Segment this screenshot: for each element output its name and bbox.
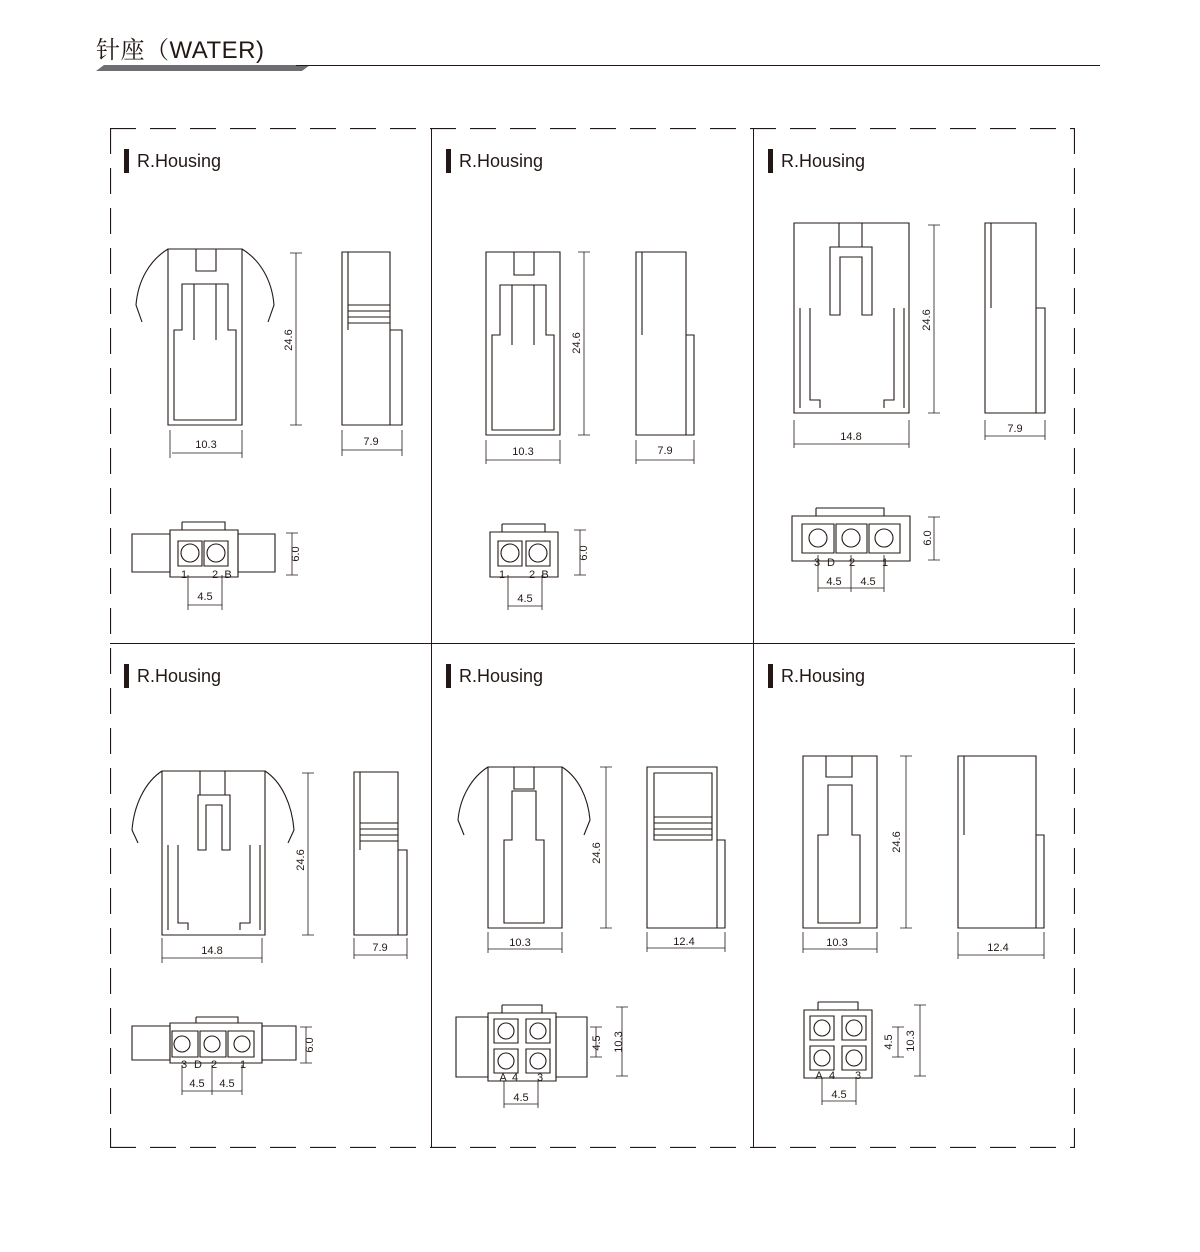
pin-label: D — [827, 557, 835, 569]
front-view — [486, 252, 560, 435]
face-view — [792, 508, 910, 561]
panel-title-text: R.Housing — [137, 665, 222, 686]
face-height-label: 10.3 — [613, 1031, 625, 1053]
pin-label: A — [815, 1070, 823, 1082]
side-width-label: 7.9 — [363, 436, 379, 448]
front-height-label: 24.6 — [591, 842, 603, 864]
dimension-lines — [162, 773, 407, 1095]
dimension-lines — [803, 756, 1044, 1105]
front-view — [458, 767, 590, 928]
housing-drawing — [754, 130, 1075, 642]
housing-panel-3 — [754, 130, 1075, 642]
front-width-label: 10.3 — [826, 937, 848, 949]
housing-panel-6 — [754, 645, 1075, 1157]
front-height-label: 24.6 — [921, 309, 933, 331]
front-view — [132, 771, 294, 935]
face-view — [132, 1017, 296, 1063]
pin-label: 2 — [211, 569, 219, 581]
pin-label: A — [499, 1072, 507, 1084]
face-pitch-vertical-label: 4.5 — [591, 1035, 603, 1051]
front-height-label: 24.6 — [283, 329, 295, 351]
side-view — [647, 767, 725, 928]
panel-title-text: R.Housing — [137, 150, 222, 171]
dimension-lines — [486, 252, 694, 610]
pin-label: 4 — [828, 1070, 836, 1082]
front-height-label: 24.6 — [295, 849, 307, 871]
pin-label: 1 — [881, 557, 889, 569]
side-view — [985, 223, 1045, 413]
pin-label: 2 — [848, 557, 856, 569]
face-height-label: 10.3 — [905, 1030, 917, 1052]
panel-title-text: R.Housing — [781, 150, 866, 171]
pin-label: 2 — [528, 569, 536, 581]
panel-title-text: R.Housing — [459, 150, 544, 171]
pitch-label: 4.5 — [860, 576, 876, 588]
pin-label: 4 — [511, 1072, 519, 1084]
pin-label: 3 — [813, 557, 821, 569]
page-title: 针座（WATER) — [96, 37, 265, 64]
front-view — [136, 249, 274, 425]
pitch-label: 4.5 — [189, 1078, 205, 1090]
panel-title-text: R.Housing — [781, 665, 866, 686]
side-width-label: 7.9 — [657, 445, 673, 457]
pitch-label: 4.5 — [517, 593, 533, 605]
side-width-label: 7.9 — [372, 942, 388, 954]
pin-label: D — [194, 1059, 202, 1071]
face-pitch-vertical-label: 4.5 — [883, 1034, 895, 1050]
housing-drawing — [432, 645, 753, 1157]
pitch-label: 4.5 — [831, 1089, 847, 1101]
side-width-label: 7.9 — [1007, 423, 1023, 435]
housing-drawing — [110, 645, 431, 1157]
front-height-label: 24.6 — [571, 332, 583, 354]
face-view — [132, 522, 275, 577]
side-view — [636, 252, 694, 435]
pin-label: B — [224, 569, 232, 581]
front-width-label: 10.3 — [195, 439, 217, 451]
side-view — [354, 772, 407, 935]
dimension-lines — [794, 225, 1045, 592]
face-view — [804, 1002, 872, 1078]
side-view — [342, 252, 402, 425]
pin-label: B — [541, 569, 549, 581]
face-height-label: 6.0 — [304, 1037, 316, 1053]
housing-panel-5 — [432, 645, 753, 1157]
side-width-label: 12.4 — [987, 942, 1009, 954]
housing-panel-2 — [432, 130, 753, 642]
pin-label: 3 — [536, 1072, 544, 1084]
side-view — [958, 756, 1044, 928]
front-width-label: 14.8 — [201, 945, 223, 957]
pitch-label: 4.5 — [513, 1092, 529, 1104]
pin-label: 3 — [854, 1070, 862, 1082]
front-view — [803, 756, 877, 928]
front-width-label: 14.8 — [840, 431, 862, 443]
housing-panel-1 — [110, 130, 431, 642]
dimension-lines — [170, 253, 402, 610]
side-width-label: 12.4 — [673, 936, 695, 948]
face-view — [456, 1005, 587, 1081]
front-width-label: 10.3 — [509, 937, 531, 949]
pin-label: 1 — [498, 569, 506, 581]
pitch-label: 4.5 — [219, 1078, 235, 1090]
housing-drawing — [754, 645, 1075, 1157]
pin-label: 1 — [239, 1059, 247, 1071]
front-width-label: 10.3 — [512, 446, 534, 458]
pin-label: 1 — [180, 569, 188, 581]
pin-label: 3 — [180, 1059, 188, 1071]
face-height-label: 6.0 — [922, 530, 934, 546]
housing-drawing — [432, 130, 753, 642]
face-height-label: 6.0 — [290, 546, 302, 562]
front-height-label: 24.6 — [891, 831, 903, 853]
pitch-label: 4.5 — [826, 576, 842, 588]
pin-label: 2 — [210, 1059, 218, 1071]
panel-title-text: R.Housing — [459, 665, 544, 686]
front-view — [794, 223, 909, 413]
face-height-label: 6.0 — [578, 545, 590, 561]
title-underline — [96, 56, 1100, 72]
housing-panel-4 — [110, 645, 431, 1157]
housing-drawing — [110, 130, 431, 642]
pitch-label: 4.5 — [197, 591, 213, 603]
